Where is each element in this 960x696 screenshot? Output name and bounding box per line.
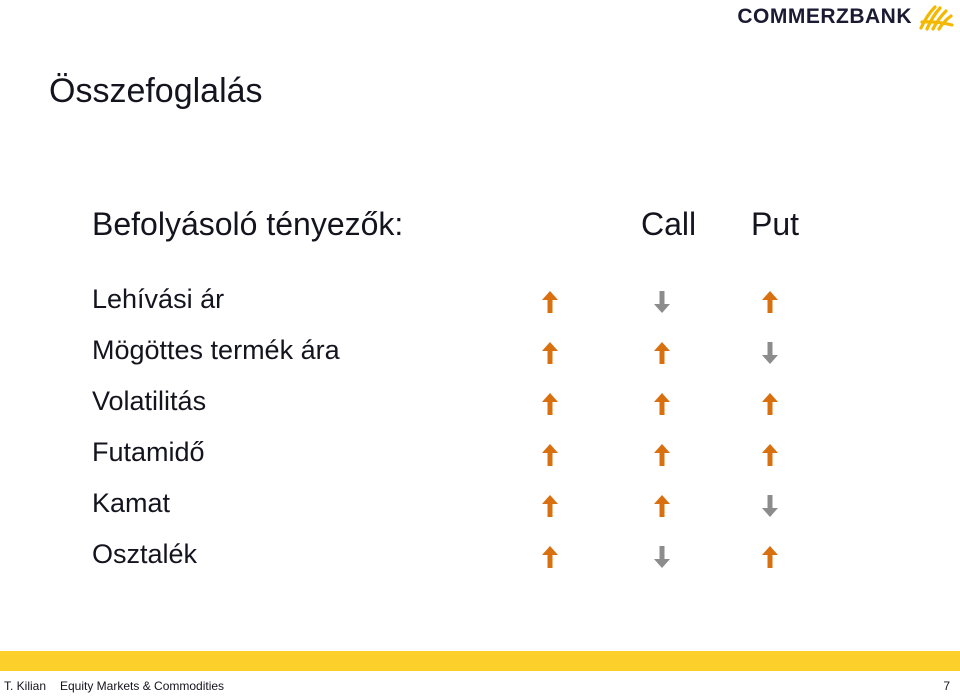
- table-row: [0, 484, 960, 535]
- factor-label: Osztalék: [92, 539, 198, 569]
- table-header: [0, 206, 960, 250]
- factor-label: Futamidő: [92, 437, 205, 467]
- arrow-down-icon: [761, 494, 779, 518]
- arrow-down-icon: [653, 290, 671, 314]
- table-row: [0, 331, 960, 382]
- arrow-up-icon: [653, 392, 671, 416]
- brand-logo: [737, 2, 954, 32]
- footer-accent-bar: [0, 651, 960, 671]
- slide-title: Összefoglalás: [49, 72, 263, 110]
- slide-footer: [0, 676, 960, 696]
- arrow-up-icon: [541, 290, 559, 314]
- column-header-put: Put: [751, 206, 800, 242]
- factor-label: Volatilitás: [92, 386, 207, 416]
- footer-author: T. Kilian: [4, 679, 47, 693]
- arrow-up-icon: [541, 494, 559, 518]
- factor-heading: Befolyásoló tényezők:: [92, 206, 404, 242]
- factor-table: [0, 280, 960, 586]
- factor-label: Lehívási ár: [92, 284, 225, 314]
- table-row: [0, 280, 960, 331]
- arrow-up-icon: [653, 443, 671, 467]
- arrow-down-icon: [653, 545, 671, 569]
- table-row: [0, 535, 960, 586]
- arrow-up-icon: [653, 341, 671, 365]
- table-row: [0, 382, 960, 433]
- table-row: [0, 433, 960, 484]
- arrow-up-icon: [541, 545, 559, 569]
- factor-label: Kamat: [92, 488, 171, 518]
- factor-label: Mögöttes termék ára: [92, 335, 340, 365]
- arrow-up-icon: [541, 392, 559, 416]
- arrow-up-icon: [761, 545, 779, 569]
- page-number: 7: [943, 679, 950, 693]
- arrow-up-icon: [541, 443, 559, 467]
- arrow-up-icon: [653, 494, 671, 518]
- arrow-up-icon: [541, 341, 559, 365]
- column-header-call: Call: [641, 206, 697, 242]
- brand-name: COMMERZBANK: [737, 5, 912, 28]
- arrow-up-icon: [761, 392, 779, 416]
- arrow-up-icon: [761, 290, 779, 314]
- arrow-up-icon: [761, 443, 779, 467]
- commerzbank-ribbon-logo-icon: [918, 3, 954, 31]
- arrow-down-icon: [761, 341, 779, 365]
- footer-department: Equity Markets & Commodities: [60, 679, 225, 693]
